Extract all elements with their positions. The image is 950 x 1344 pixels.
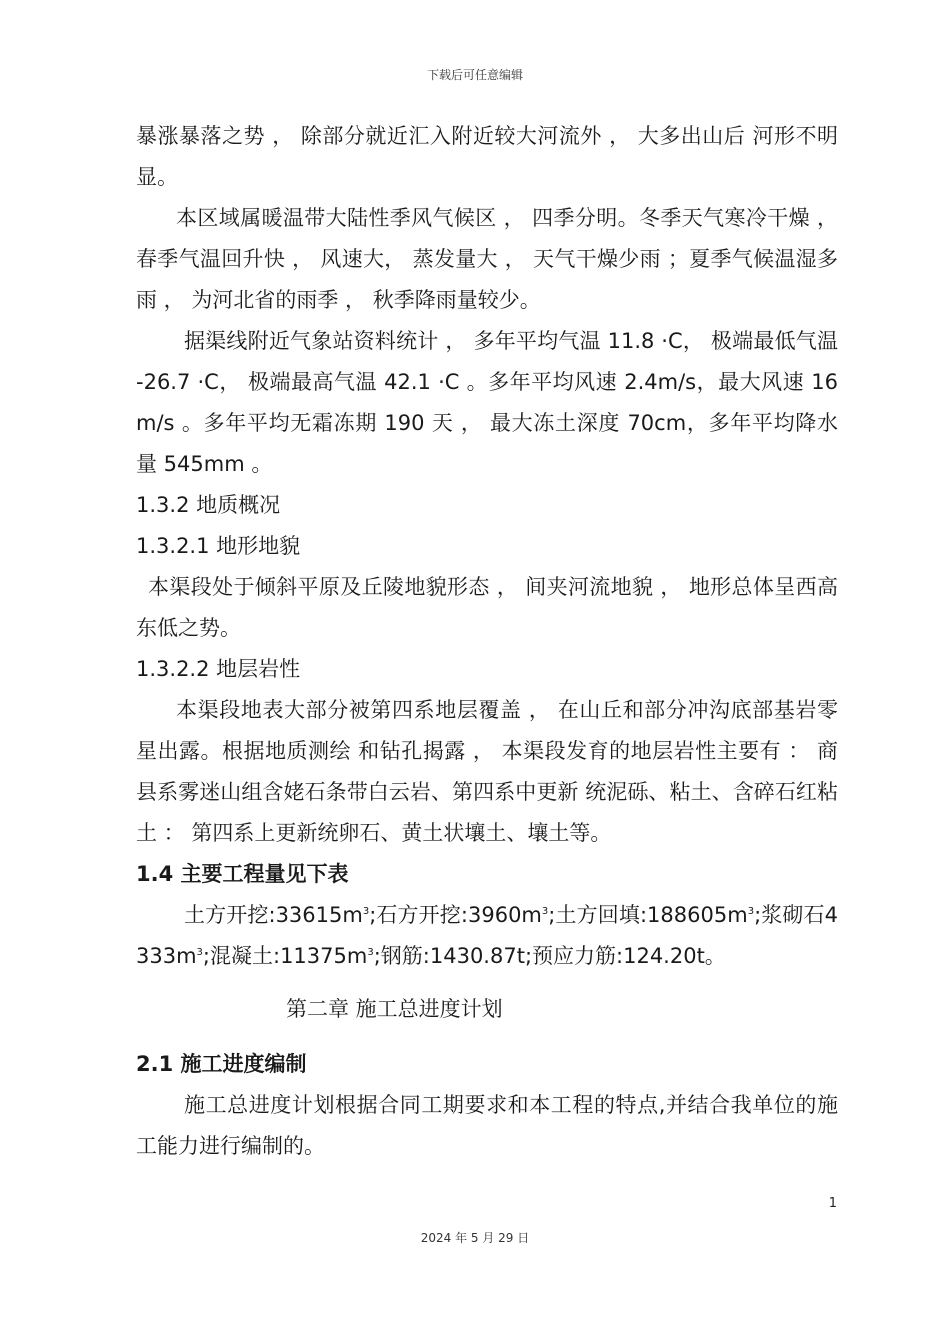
heading-schedule: 2.1 施工进度编制 (136, 1052, 307, 1076)
heading-quantities: 1.4 主要工程量见下表 (136, 862, 349, 886)
paragraph-weather-stats: 据渠线附近气象站资料统计 ， 多年平均气温 11.8 ·C， 极端最低气温 -26.7 ·C， 极端最高气温 42.1 ·C 。多年平均风速 2.4m/s，最大风速 16m/s 。多年平均无霜冻期 190 天 ， 最大冻土深度 70cm，多年平均降水量 545mm 。 (136, 329, 838, 476)
paragraph-landform: 本渠段处于倾斜平原及丘陵地貌形态 ， 间夹河流地貌 ， 地形总体呈西高东低之势。 (136, 575, 838, 640)
document-body (136, 116, 838, 1167)
heading-landform: 1.3.2.1 地形地貌 (136, 534, 301, 558)
paragraph-schedule: 施工总进度计划根据合同工期要求和本工程的特点,并结合我单位的施工能力进行编制的。 (136, 1093, 838, 1158)
paragraph-flood: 暴涨暴落之势 ， 除部分就近汇入附近较大河流外 ， 大多出山后 河形不明显。 (136, 124, 838, 189)
chapter-title: 第二章 施工总进度计划 (286, 997, 503, 1021)
paragraph-quantities: 土方开挖$:33615m^3$;石方开挖$:3960m^3$;土方回填$:188605m^3$;浆砌石$4333m^3$;混凝土$:11375m^3$;钢筋:1430.87t;预应力筋:124.20t。 (136, 903, 838, 968)
page-footer-date: 2024 年 5 月 29 日 (420, 1231, 530, 1245)
paragraph-strata: 本渠段地表大部分被第四系地层覆盖 ， 在山丘和部分冲沟底部基岩零星出露。根据地质测绘 和钻孔揭露 ， 本渠段发育的地层岩性主要有 ： 商县系雾迷山组含姥石条带白云岩、第四系中更新 统泥砾、粘土、含碎石红粘土 ： 第四系上更新统卵石、黄土状壤土、壤土等。 (136, 698, 838, 845)
paragraph-climate: 本区域属暖温带大陆性季风气候区 ， 四季分明。冬季天气寒冷干燥 ， 春季气温回升快 ， 风速大， 蒸发量大 ， 天气干燥少雨 ；夏季气候温湿多雨 ， 为河北省的雨季 ， 秋季降雨量较少。 (136, 206, 838, 312)
heading-geology: 1.3.2 地质概况 (136, 493, 281, 517)
page-number: 1 (828, 1196, 837, 1211)
page-header: 下载后可任意编辑 (426, 68, 523, 82)
heading-strata: 1.3.2.2 地层岩性 (136, 657, 301, 681)
